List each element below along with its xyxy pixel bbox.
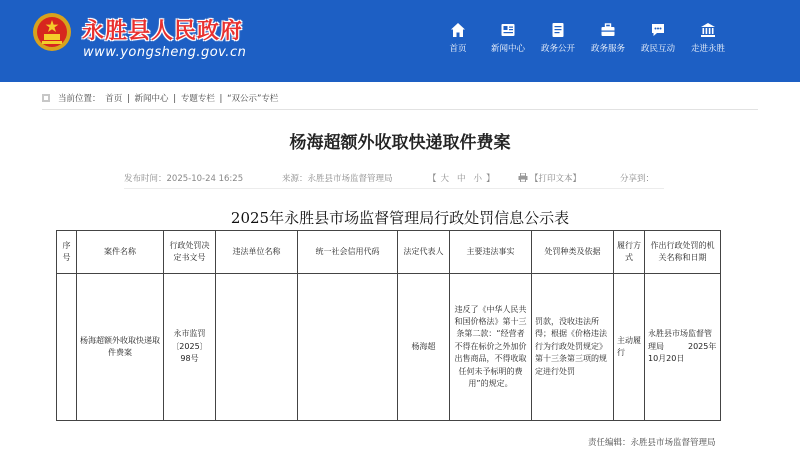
header-doc-no: 行政处罚决定书文号 <box>164 231 216 274</box>
home-icon <box>450 22 466 38</box>
nav-item-gov-service[interactable] <box>586 22 630 54</box>
source-value: 永胜县市场监督管理局 <box>307 174 393 184</box>
header-authority-date: 作出行政处罚的机关名称和日期 <box>645 231 721 274</box>
news-icon <box>500 22 516 38</box>
share-label: 分享到： <box>620 174 655 184</box>
breadcrumb-news[interactable]: 新闻中心 <box>134 94 169 104</box>
breadcrumb-home[interactable]: 首页 <box>105 94 123 104</box>
bracket-open: 【 <box>428 174 437 184</box>
cell-legal-rep: 杨海超 <box>398 274 450 421</box>
breadcrumb-separator: | <box>173 94 177 104</box>
nav-label: 政民互动 <box>640 44 675 54</box>
nav-label: 新闻中心 <box>490 44 525 54</box>
printer-icon <box>518 173 528 182</box>
font-size-control <box>428 172 495 184</box>
table-title: 2025年永胜县市场监督管理局行政处罚信息公示表 <box>230 209 570 227</box>
service-icon <box>600 22 616 38</box>
cell-no <box>57 274 77 421</box>
nav-label: 首页 <box>449 44 467 54</box>
nav-item-about[interactable] <box>686 22 730 54</box>
nav-label: 政务公开 <box>540 44 575 54</box>
main-nav <box>436 22 736 54</box>
font-size-medium[interactable]: 中 <box>457 174 466 184</box>
header-legal-rep: 法定代表人 <box>398 231 450 274</box>
divider <box>42 109 758 110</box>
header-credit-code: 统一社会信用代码 <box>298 231 398 274</box>
editor-name: 永胜县市场监督管理局 <box>630 438 716 448</box>
divider <box>124 188 664 189</box>
cell-case-name: 杨海超额外收取快递取件费案 <box>77 274 164 421</box>
nav-label: 政务服务 <box>590 44 625 54</box>
nav-item-home[interactable] <box>436 22 480 54</box>
publish-label: 发布时间： <box>124 174 167 184</box>
header-case-name: 案件名称 <box>77 231 164 274</box>
landmark-icon <box>700 22 716 38</box>
bracket-close: 】 <box>486 174 495 184</box>
national-emblem-icon[interactable] <box>32 12 72 52</box>
breadcrumb-separator: | <box>219 94 223 104</box>
header-facts: 主要违法事实 <box>450 231 532 274</box>
cell-doc-no: 永市监罚〔2025〕98号 <box>164 274 216 421</box>
print-label: 【打印文本】 <box>530 174 582 184</box>
site-header <box>0 0 800 82</box>
breadcrumb <box>42 91 762 107</box>
cell-credit-code <box>298 274 398 421</box>
source-group <box>282 172 393 184</box>
header-entity: 违法单位名称 <box>216 231 298 274</box>
cell-entity <box>216 274 298 421</box>
publish-time-group <box>124 172 243 184</box>
source-label: 来源： <box>282 174 308 184</box>
header-fulfillment: 履行方式 <box>614 231 645 274</box>
site-url: www.yongsheng.gov.cn <box>83 45 247 60</box>
breadcrumb-double-publicity[interactable]: “双公示”专栏 <box>227 94 279 104</box>
breadcrumb-prefix: 当前位置： <box>58 94 101 104</box>
breadcrumb-separator: | <box>126 94 130 104</box>
breadcrumb-topics[interactable]: 专题专栏 <box>180 94 215 104</box>
breadcrumb-text <box>58 92 280 104</box>
editor-label: 责任编辑： <box>588 438 631 448</box>
penalty-info-table <box>56 230 721 421</box>
cell-penalty: 罚款，没收违法所得；根据《价格违法行为行政处罚规定》第十三条第三项的规定进行处罚 <box>532 274 614 421</box>
print-button[interactable] <box>518 172 581 184</box>
table-header-row <box>57 231 721 274</box>
cell-fulfillment: 主动履行 <box>614 274 645 421</box>
font-size-large[interactable]: 大 <box>440 174 450 184</box>
site-title[interactable]: 永胜县人民政府 <box>82 19 244 44</box>
nav-item-gov-affairs[interactable] <box>536 22 580 54</box>
nav-label: 走进永胜 <box>690 44 725 54</box>
article-title: 杨海超额外收取快递取件费案 <box>289 133 511 153</box>
header-penalty: 处罚种类及依据 <box>532 231 614 274</box>
cell-facts: 违反了《中华人民共和国价格法》第十三条第二款：“经营者不得在标价之外加价出售商品，不得收取任何未予标明的费用”的规定。 <box>450 274 532 421</box>
nav-item-interaction[interactable] <box>636 22 680 54</box>
header-no: 序号 <box>57 231 77 274</box>
cell-authority-date: 永胜县市场监督管理局 2025年10月20日 <box>645 274 721 421</box>
chat-icon <box>650 22 666 38</box>
document-icon <box>550 22 566 38</box>
location-icon <box>42 94 50 102</box>
nav-item-news[interactable] <box>486 22 530 54</box>
editor-info <box>588 436 716 448</box>
table-row <box>57 274 721 421</box>
font-size-small[interactable]: 小 <box>473 174 483 184</box>
publish-time: 2025-10-24 16:25 <box>166 174 244 184</box>
